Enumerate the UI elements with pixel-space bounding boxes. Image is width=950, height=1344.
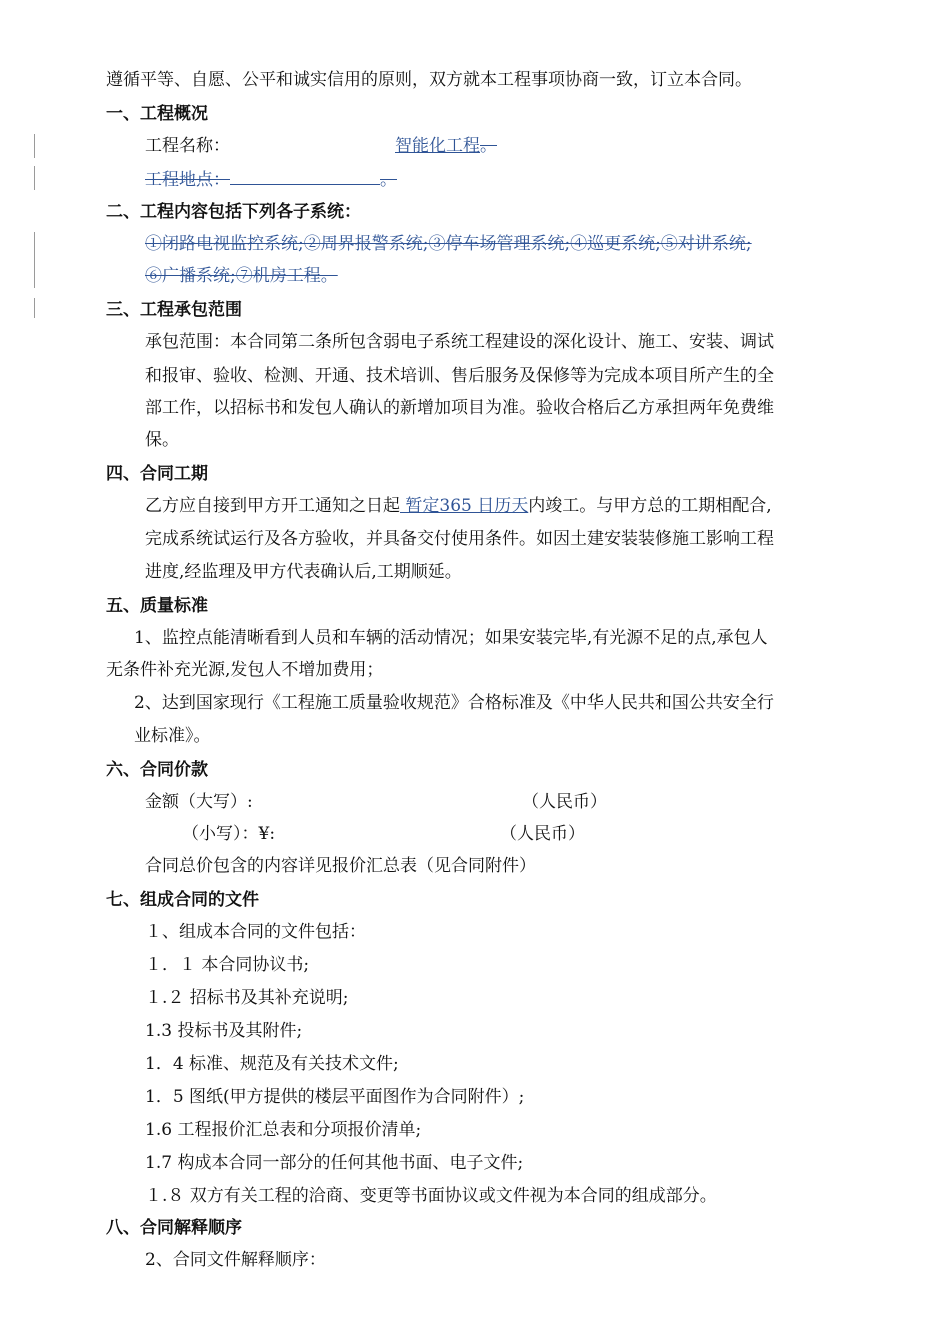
section-8-heading: 八、合同解释顺序 xyxy=(106,1218,242,1238)
scope-line: 保。 xyxy=(145,430,179,450)
project-address-blank xyxy=(230,166,380,185)
section-3-heading: 三、工程承包范围 xyxy=(106,300,242,320)
section-4-heading: 四、合同工期 xyxy=(106,464,208,484)
section-5-heading: 五、质量标准 xyxy=(106,596,208,616)
documents-item: 1.7 构成本合同一部分的任何其他书面、电子文件; xyxy=(145,1153,524,1173)
subsystems-line-1: ①闭路电视监控系统;②周界报警系统;③停车场管理系统;④巡更系统;⑤对讲系统; xyxy=(145,234,752,254)
section-1-heading: 一、工程概况 xyxy=(106,104,208,124)
quality-line: 1、监控点能清晰看到人员和车辆的活动情况；如果安装完毕,有光源不足的点,承包人 xyxy=(134,628,768,648)
project-name-label: 工程名称： xyxy=(145,136,230,156)
scope-line: 和报审、验收、检测、开通、技术培训、售后服务及保修等为完成本项目所产生的全 xyxy=(145,366,774,386)
project-address-label: 工程地点： xyxy=(145,170,230,190)
duration-line-1 xyxy=(145,494,772,518)
documents-item: １．１ 本合同协议书; xyxy=(145,955,310,975)
intro-paragraph: 遵循平等、自愿、公平和诚实信用的原则，双方就本工程事项协商一致，订立本合同。 xyxy=(106,70,752,90)
duration-line-2: 完成系统试运行及各方验收，并具备交付使用条件。如因土建安装装修施工影响工程 xyxy=(145,529,774,549)
documents-item: １、组成本合同的文件包括： xyxy=(145,922,366,942)
amount-upper-unit: （人民币） xyxy=(522,792,607,812)
quality-line: 业标准》。 xyxy=(134,726,211,746)
scope-line: 部工作，以招标书和发包人确认的新增加项目为准。验收合格后乙方承担两年免费维 xyxy=(145,398,774,418)
amount-upper-label: 金额（大写）: xyxy=(145,792,253,812)
section-7-heading: 七、组成合同的文件 xyxy=(106,890,259,910)
quality-line: 无条件补充光源,发包人不增加费用； xyxy=(106,660,384,680)
duration-text-a: 乙方应自接到甲方开工通知之日起 xyxy=(145,496,400,516)
price-note: 合同总价包含的内容详见报价汇总表（见合同附件） xyxy=(145,856,536,876)
documents-item: 1.3 投标书及其附件; xyxy=(145,1021,303,1041)
project-name-row xyxy=(145,134,497,158)
duration-line-3: 进度,经监理及甲方代表确认后,工期顺延。 xyxy=(145,562,462,582)
duration-text-c: 内竣工。与甲方总的工期相配合, xyxy=(528,496,772,516)
section-6-heading: 六、合同价款 xyxy=(106,760,208,780)
change-bar xyxy=(34,134,35,158)
amount-lower-label: （小写）：¥: xyxy=(182,824,276,844)
section-2-heading: 二、工程内容包括下列各子系统： xyxy=(106,202,361,222)
project-name-value: 智能化工程 xyxy=(395,136,480,156)
quality-line: 2、达到国家现行《工程施工质量验收规范》合格标准及《中华人民共和国公共安全行 xyxy=(134,693,774,713)
change-bar xyxy=(34,232,35,288)
scope-line: 承包范围：本合同第二条所包含弱电子系统工程建设的深化设计、施工、安装、调试 xyxy=(145,332,774,352)
project-address-row xyxy=(145,166,397,190)
documents-item: １.８ 双方有关工程的洽商、变更等书面协议或文件视为本合同的组成部分。 xyxy=(145,1186,717,1206)
project-name-end: 。 xyxy=(480,136,497,156)
duration-days: 暂定365 日历天 xyxy=(400,496,529,516)
interpretation-line: 2、合同文件解释顺序： xyxy=(145,1250,326,1270)
change-bar xyxy=(34,298,35,318)
documents-item: 1．5 图纸(甲方提供的楼层平面图作为合同附件）; xyxy=(145,1087,525,1107)
subsystems-line-2: ⑥广播系统;⑦机房工程。 xyxy=(145,266,338,286)
change-bar xyxy=(34,166,35,190)
documents-item: 1.6 工程报价汇总表和分项报价清单; xyxy=(145,1120,422,1140)
project-address-end: 。 xyxy=(380,170,397,190)
documents-item: 1．4 标准、规范及有关技术文件; xyxy=(145,1054,399,1074)
documents-item: １.２ 招标书及其补充说明; xyxy=(145,988,349,1008)
amount-lower-unit: （人民币） xyxy=(500,824,585,844)
